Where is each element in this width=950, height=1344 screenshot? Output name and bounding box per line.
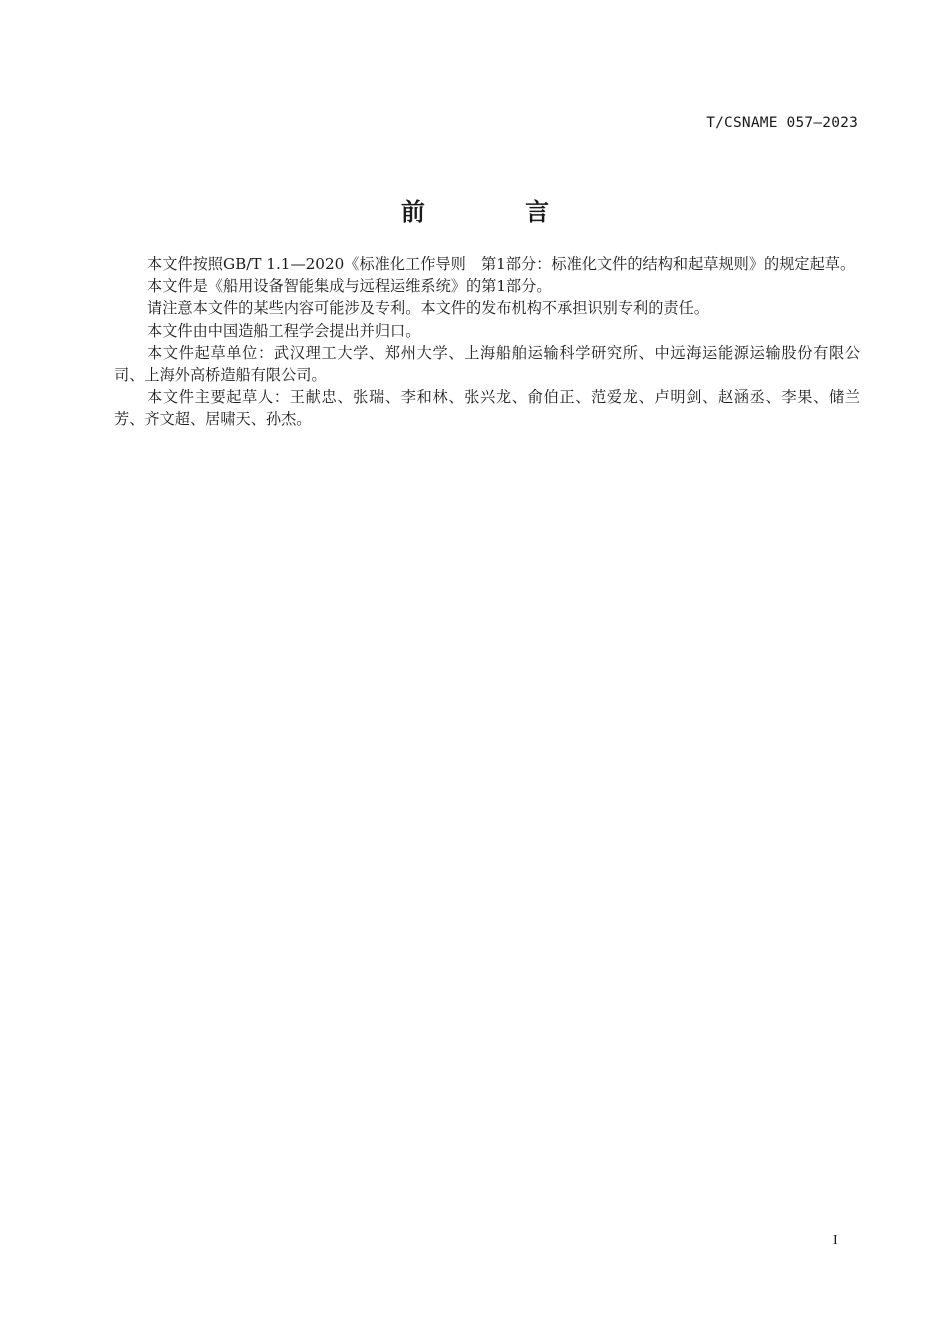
- paragraph-patent-notice: 请注意本文件的某些内容可能涉及专利。本文件的发布机构不承担识别专利的责任。: [147, 299, 709, 318]
- paragraph-part-info: 本文件是《船用设备智能集成与远程运维系统》的第1部分。: [147, 277, 552, 296]
- foreword-body: [114, 253, 860, 431]
- paragraph-drafting-rules: 本文件按照GB/T 1.1—2020《标准化工作导则 第1部分：标准化文件的结构和起草规则》的规定起草。: [147, 255, 856, 273]
- paragraph-drafters: 本文件主要起草人：王献忠、张瑞、李和林、张兴龙、俞伯正、范爱龙、卢明剑、赵涵丞、李果、储兰芳、齐文超、居啸天、孙杰。: [114, 388, 860, 429]
- paragraph-proposer: 本文件由中国造船工程学会提出并归口。: [147, 321, 421, 340]
- page-number: I: [833, 1233, 838, 1248]
- page-title: 前 言: [400, 198, 596, 226]
- paragraph-drafting-units: 本文件起草单位：武汉理工大学、郑州大学、上海船舶运输科学研究所、中远海运能源运输股份有限公司、上海外高桥造船有限公司。: [114, 343, 860, 385]
- document-code: T/CSNAME 057—2023: [706, 115, 858, 131]
